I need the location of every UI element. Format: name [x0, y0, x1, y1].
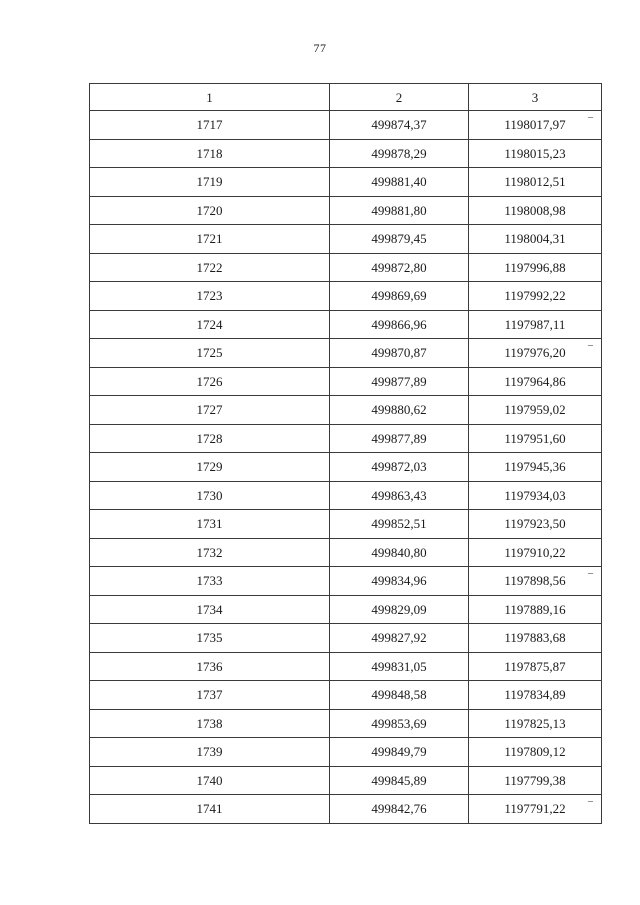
table-row [90, 709, 602, 738]
tick-mark-icon: ‒ [588, 340, 593, 351]
point-number-cell-value: 1717 [196, 117, 223, 133]
table-body [90, 111, 602, 824]
y-coordinate-cell [469, 681, 602, 710]
y-coordinate-cell-value: 1197809,12 [504, 744, 566, 760]
point-number-cell-value: 1727 [196, 402, 223, 418]
table-row [90, 367, 602, 396]
point-number-cell-value: 1739 [196, 744, 223, 760]
y-coordinate-cell [469, 111, 602, 140]
y-coordinate-cell-value: 1197825,13 [504, 715, 566, 731]
tick-mark-icon: ‒ [588, 112, 593, 123]
x-coordinate-cell [330, 481, 469, 510]
x-coordinate-cell [330, 709, 469, 738]
point-number-cell-value: 1720 [196, 202, 223, 218]
x-coordinate-cell-value: 499831,05 [371, 658, 427, 674]
y-coordinate-cell [469, 538, 602, 567]
point-number-cell-value: 1737 [196, 687, 223, 703]
x-coordinate-cell-value: 499866,96 [371, 316, 427, 332]
y-coordinate-cell [469, 595, 602, 624]
y-coordinate-cell-value: 1197976,20 [504, 345, 566, 361]
point-number-cell [90, 453, 330, 482]
x-coordinate-cell-value: 499878,29 [371, 145, 427, 161]
table-row [90, 624, 602, 653]
y-coordinate-cell-value: 1197883,68 [504, 630, 566, 646]
point-number-cell [90, 111, 330, 140]
x-coordinate-cell [330, 595, 469, 624]
point-number-cell [90, 139, 330, 168]
y-coordinate-cell-value: 1197898,56 [504, 573, 566, 589]
table-row [90, 652, 602, 681]
point-number-cell [90, 481, 330, 510]
table-row [90, 538, 602, 567]
x-coordinate-cell [330, 253, 469, 282]
table-row [90, 339, 602, 368]
x-coordinate-cell-value: 499880,62 [371, 402, 427, 418]
point-number-cell-value: 1735 [196, 630, 223, 646]
x-coordinate-cell-value: 499827,92 [371, 630, 427, 646]
y-coordinate-cell [469, 396, 602, 425]
table-row [90, 253, 602, 282]
table-row [90, 795, 602, 824]
x-coordinate-cell-value: 499869,69 [371, 288, 427, 304]
point-number-cell-value: 1721 [196, 231, 223, 247]
table-row [90, 139, 602, 168]
point-number-cell-value: 1729 [196, 459, 223, 475]
y-coordinate-cell [469, 709, 602, 738]
point-number-cell-value: 1723 [196, 288, 223, 304]
point-number-cell [90, 339, 330, 368]
y-coordinate-cell [469, 139, 602, 168]
y-coordinate-cell [469, 481, 602, 510]
point-number-cell [90, 225, 330, 254]
table-row [90, 310, 602, 339]
y-coordinate-cell [469, 424, 602, 453]
x-coordinate-cell [330, 396, 469, 425]
x-coordinate-cell [330, 424, 469, 453]
x-coordinate-cell-value: 499877,89 [371, 430, 427, 446]
point-number-cell-value: 1722 [196, 259, 223, 275]
x-coordinate-cell [330, 168, 469, 197]
x-coordinate-cell [330, 196, 469, 225]
point-number-cell [90, 795, 330, 824]
y-coordinate-cell-value: 1197964,86 [504, 373, 566, 389]
x-coordinate-cell [330, 367, 469, 396]
point-number-cell [90, 396, 330, 425]
column-header-1: 1 [90, 84, 330, 111]
point-number-cell-value: 1733 [196, 573, 223, 589]
point-number-cell-value: 1736 [196, 658, 223, 674]
table-row [90, 424, 602, 453]
point-number-cell [90, 282, 330, 311]
y-coordinate-cell [469, 453, 602, 482]
y-coordinate-cell [469, 766, 602, 795]
table-row [90, 738, 602, 767]
x-coordinate-cell-value: 499829,09 [371, 601, 427, 617]
point-number-cell [90, 168, 330, 197]
y-coordinate-cell-value: 1197987,11 [504, 316, 566, 332]
point-number-cell [90, 310, 330, 339]
x-coordinate-cell-value: 499881,80 [371, 202, 427, 218]
table-row [90, 681, 602, 710]
y-coordinate-cell-value: 1197799,38 [504, 772, 566, 788]
y-coordinate-cell-value: 1197992,22 [504, 288, 566, 304]
point-number-cell [90, 624, 330, 653]
y-coordinate-cell-value: 1197945,36 [504, 459, 566, 475]
point-number-cell [90, 595, 330, 624]
y-coordinate-cell-value: 1198004,31 [504, 231, 566, 247]
point-number-cell [90, 738, 330, 767]
table-row [90, 396, 602, 425]
y-coordinate-cell [469, 339, 602, 368]
y-coordinate-cell [469, 196, 602, 225]
y-coordinate-cell [469, 225, 602, 254]
x-coordinate-cell [330, 139, 469, 168]
x-coordinate-cell-value: 499852,51 [371, 516, 427, 532]
y-coordinate-cell-value: 1198008,98 [504, 202, 566, 218]
point-number-cell-value: 1730 [196, 487, 223, 503]
point-number-cell-value: 1732 [196, 544, 223, 560]
table-row [90, 196, 602, 225]
x-coordinate-cell-value: 499842,76 [371, 801, 427, 817]
table-row [90, 282, 602, 311]
y-coordinate-cell-value: 1197959,02 [504, 402, 566, 418]
table-row [90, 481, 602, 510]
x-coordinate-cell-value: 499834,96 [371, 573, 427, 589]
tick-mark-icon: ‒ [588, 796, 593, 807]
y-coordinate-cell-value: 1197889,16 [504, 601, 566, 617]
x-coordinate-cell [330, 225, 469, 254]
point-number-cell-value: 1731 [196, 516, 223, 532]
x-coordinate-cell [330, 738, 469, 767]
x-coordinate-cell-value: 499848,58 [371, 687, 427, 703]
point-number-cell [90, 253, 330, 282]
table-row [90, 510, 602, 539]
table-row [90, 111, 602, 140]
point-number-cell-value: 1724 [196, 316, 223, 332]
point-number-cell [90, 567, 330, 596]
point-number-cell-value: 1728 [196, 430, 223, 446]
y-coordinate-cell [469, 624, 602, 653]
y-coordinate-cell [469, 510, 602, 539]
x-coordinate-cell [330, 339, 469, 368]
y-coordinate-cell-value: 1197834,89 [504, 687, 566, 703]
table-row [90, 567, 602, 596]
point-number-cell-value: 1726 [196, 373, 223, 389]
x-coordinate-cell [330, 795, 469, 824]
x-coordinate-cell-value: 499872,80 [371, 259, 427, 275]
point-number-cell [90, 196, 330, 225]
y-coordinate-cell-value: 1197996,88 [504, 259, 566, 275]
y-coordinate-cell-value: 1197875,87 [504, 658, 566, 674]
table-row [90, 453, 602, 482]
x-coordinate-cell [330, 111, 469, 140]
point-number-cell [90, 681, 330, 710]
y-coordinate-cell [469, 282, 602, 311]
y-coordinate-cell [469, 310, 602, 339]
point-number-cell-value: 1738 [196, 715, 223, 731]
point-number-cell [90, 510, 330, 539]
x-coordinate-cell-value: 499881,40 [371, 174, 427, 190]
point-number-cell [90, 652, 330, 681]
y-coordinate-cell-value: 1197951,60 [504, 430, 566, 446]
y-coordinate-cell-value: 1198012,51 [504, 174, 566, 190]
table-row [90, 595, 602, 624]
y-coordinate-cell-value: 1197910,22 [504, 544, 566, 560]
y-coordinate-cell [469, 738, 602, 767]
x-coordinate-cell-value: 499872,03 [371, 459, 427, 475]
y-coordinate-cell-value: 1197923,50 [504, 516, 566, 532]
x-coordinate-cell [330, 310, 469, 339]
table-row [90, 168, 602, 197]
y-coordinate-cell [469, 253, 602, 282]
x-coordinate-cell-value: 499874,37 [371, 117, 427, 133]
point-number-cell-value: 1741 [196, 801, 223, 817]
point-number-cell [90, 766, 330, 795]
x-coordinate-cell [330, 282, 469, 311]
point-number-cell [90, 538, 330, 567]
x-coordinate-cell-value: 499879,45 [371, 231, 427, 247]
x-coordinate-cell-value: 499853,69 [371, 715, 427, 731]
y-coordinate-cell-value: 1197791,22 [504, 801, 566, 817]
y-coordinate-cell-value: 1197934,03 [504, 487, 566, 503]
table-row [90, 766, 602, 795]
x-coordinate-cell-value: 499845,89 [371, 772, 427, 788]
x-coordinate-cell [330, 624, 469, 653]
x-coordinate-cell [330, 510, 469, 539]
column-header-3: 3 [469, 84, 602, 111]
x-coordinate-cell [330, 652, 469, 681]
y-coordinate-cell-value: 1198017,97 [504, 117, 566, 133]
page-number: 77 [313, 41, 327, 55]
point-number-cell-value: 1719 [196, 174, 223, 190]
point-number-cell-value: 1718 [196, 145, 223, 161]
x-coordinate-cell [330, 681, 469, 710]
y-coordinate-cell [469, 795, 602, 824]
y-coordinate-cell [469, 367, 602, 396]
point-number-cell-value: 1740 [196, 772, 223, 788]
point-number-cell [90, 424, 330, 453]
x-coordinate-cell-value: 499840,80 [371, 544, 427, 560]
x-coordinate-cell [330, 567, 469, 596]
point-number-cell-value: 1725 [196, 345, 223, 361]
column-header-2: 2 [330, 84, 469, 111]
table-row [90, 225, 602, 254]
x-coordinate-cell-value: 499863,43 [371, 487, 427, 503]
table-header-row [90, 84, 602, 111]
x-coordinate-cell-value: 499870,87 [371, 345, 427, 361]
x-coordinate-cell-value: 499877,89 [371, 373, 427, 389]
point-number-cell [90, 367, 330, 396]
y-coordinate-cell-value: 1198015,23 [504, 145, 566, 161]
x-coordinate-cell [330, 538, 469, 567]
y-coordinate-cell [469, 567, 602, 596]
tick-mark-icon: ‒ [588, 568, 593, 579]
x-coordinate-cell-value: 499849,79 [371, 744, 427, 760]
x-coordinate-cell [330, 766, 469, 795]
x-coordinate-cell [330, 453, 469, 482]
point-number-cell [90, 709, 330, 738]
y-coordinate-cell [469, 168, 602, 197]
y-coordinate-cell [469, 652, 602, 681]
coordinates-table [89, 83, 602, 824]
point-number-cell-value: 1734 [196, 601, 223, 617]
